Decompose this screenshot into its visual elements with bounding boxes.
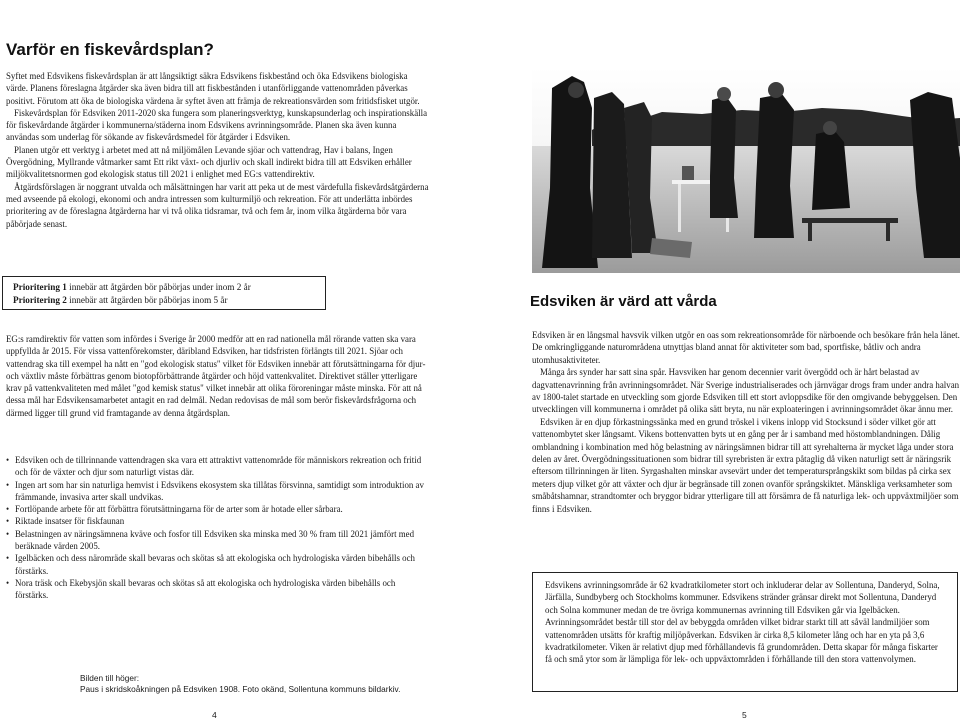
- edsviken-text: [532, 329, 960, 515]
- priority-line: Prioritering 1 innebär att åtgärden bör påbörjas under inom 2 år: [13, 282, 251, 292]
- list-item: • Igelbäcken och dess näromräde skall bevaras och skötas så att ekologiska och hydrologiska värden bibehålls och förstärks.: [6, 552, 430, 577]
- photo-caption: [80, 673, 400, 695]
- priority-box: [2, 276, 326, 310]
- intro-paragraph: Åtgärdsförslagen är noggrant utvalda och målsättningen har varit att peka ut de mest värdefulla fiskevårdsåtgärderna med avseende på ekologi, ekonomi och andra intressen som kulturmiljö och rekreation. För att underlätta inbördes prioritering av de föreslagna åtgärderna har vi två olika tidsramar, två och fem år, inom vilka åtgärderna bör vara påbörjade senast.: [6, 181, 429, 229]
- list-item: • Fortlöpande arbete för att förbättra förutsättningarna för de arter som är hotade eller sårbara.: [6, 503, 430, 515]
- list-item: • Nora träsk och Ekebysjön skall bevaras och skötas så att ekologiska och hydrologiska värden bibehålls och förstärks.: [6, 577, 430, 602]
- page-title-right: Edsviken är värd att vårda: [530, 293, 717, 310]
- historical-photo: [532, 68, 960, 273]
- caption-heading: Bilden till höger:: [80, 673, 140, 683]
- page-number-right: 5: [742, 710, 747, 719]
- page-number-left: 4: [212, 710, 217, 719]
- intro-text: [6, 70, 430, 230]
- paragraph: Edsviken är en långsmal havsvik vilken utgör en oas som rekreationsområde för närboende och besökare från hela länet. De omkringliggande naturområdena utnyttjas bland annat för aktiviteter som bad, sportfiske, båtliv och andra utomhusaktiviteter.: [532, 330, 960, 365]
- list-item: • Belastningen av näringsämnena kväve och fosfor till Edsviken ska minska med 30 % fram till 2021 jämfört med beräknade värden 2005.: [6, 528, 430, 553]
- goals-list: [6, 454, 430, 602]
- intro-paragraph: Planen utgör ett verktyg i arbetet med att nå miljömålen Levande sjöar och vattendrag, Hav i balans, Ingen Övergödning, Myllrande våtmarker samt Ett rikt växt- och djurliv och skall indirekt bidra till att Edsviken erhåller miljökvalitetsnormen god ekologisk status till 2021 i enlighet med EG:s vattendirektiv.: [6, 144, 412, 180]
- page-title-left: Varför en fiskevårdsplan?: [6, 40, 214, 59]
- paragraph: Många års synder har satt sina spår. Havsviken har genom decennier varit övergödd och är hårt belastad av dagvattenavrinning från avrinningsområdet. När Sverige industrialiserades och järnvägar drogs fram under andra halvan av 1800-talet startade en utveckling som gjorde Edsviken till ett stort avloppsdike för den omgivande bebyggelsen. Den utvecklingen vill kommunerna i området på olika sätt bryta, nu när exploateringen i avrinningsområdet ökar ännu mer.: [532, 367, 960, 415]
- intro-paragraph: Fiskevårdsplan för Edsviken 2011-2020 ska fungera som planeringsverktyg, kunskapsunderlag och inspirationskälla för fiskevårdande åtgärder i kommunerna/städerna inom Edsvikens avrinningsområde. Planen ska även kunna användas som underlag för sökande av fiskevårdsmedel för åtgärder i Edsviken.: [6, 107, 428, 143]
- right-page: [480, 0, 960, 719]
- list-item: • Riktade insatser för fiskfaunan: [6, 515, 430, 527]
- priority-line: Prioritering 2 innebär att åtgärden bör påbörjas inom 5 år: [13, 294, 228, 305]
- list-item: • Edsviken och de tillrinnande vattendragen ska vara ett attraktivt vattenområde för människors rekreation och fritid och för de växter och djur som naturligt vistas där.: [6, 454, 430, 479]
- eg-directive-paragraph: EG:s ramdirektiv för vatten som infördes i Sverige år 2000 medför att en rad nationella mål rörande vatten ska vara uppfyllda år 2015. För vissa vattenförekomster, däribland Edsviken, har tidsfristen förlängts till 2021. Sjöar och vattendrag ska till exempel ha nått en "god ekologisk status" vilket för Edsviken innebär att förutsättningarna för djur- och växtliv måste förbättras genom biotopförbättrande åtgärder och höjd vattenkvalitet. Direktivet ställer ytterligare krav på vattenkvaliteten med målet "god kemisk status" vilket innebär att olika föroreningar måste minska. För att nå dessa mål har Edsvikensamarbetet antagit en rad delmål. Nedan redovisas de mål som berör fiskevårdsfrågorna och därmed ligger till grund vid framtagande av denna åtgärdsplan.: [6, 334, 426, 418]
- intro-paragraph: Syftet med Edsvikens fiskevårdsplan är att långsiktigt säkra Edsvikens fiskbestånd och öka Edsvikens biologiska värde. Planens föreslagna åtgärder ska även bidra till att fiskbestånden i utanförliggande vattenområden påverkas positivt. Förutom att öka de biologiska värdena är syftet även att främja de rekreationsvärden som fritidsfisket utgör.: [6, 71, 420, 106]
- list-item: • Ingen art som har sin naturliga hemvist i Edsvikens ekosystem ska tillåtas försvinna, samtidigt som introduktion av främmande, invasiva arter skall undvikas.: [6, 479, 430, 504]
- caption-text: Paus i skridskoåkningen på Edsviken 1908. Foto okänd, Sollentuna kommuns bildarkiv.: [80, 684, 401, 694]
- catchment-info-box: Edsvikens avrinningsområde är 62 kvadratkilometer stort och inkluderar delar av Sollentuna, Danderyd, Solna, Järfälla, Sundbyberg och Stockholms kommuner. Edsvikens stränder gränsar direkt mot Sollentuna, Danderyd och Solna kommuner medan de tre övriga kommunernas avrinning till Edsviken går via Igelbäcken. Avrinningsområdet består till stor del av bebyggda områden vilket bidrar starkt till att såväl landmiljöer som vattenområden utsätts för kraftig miljöpåverkan. Edsviken är cirka 8,5 kilometer lång och har en yta på 3,6 kvadratkilometer. Viken är relativt djup med förhållandevis få grundområden. Detta skapar för många fiskarter få och små ytor som är lämpliga för lek- och uppväxtområden i förhållande till den stora vattenvolymen.: [532, 572, 958, 692]
- paragraph: Edsviken är en djup förkastningssänka med en grund tröskel i vikens inlopp vid Stocksund i söder vilket gör att vattenombytet sker långsamt. Vikens bottenvatten byts ut en gång per år i samband med höstomblandningen. Dålig omblandning i kombination med hög belastning av näringsämnen bidrar till att syrehalterna är mycket låga under stora delen av året. Övergödningssituationen som bidrar till syrebristen är extra påtaglig då viken naturligt sett är näringsrik eftersom tillrinningen är liten. Syrgashalten minskar avsevärt under det temperatursprångskikt som bildas på cirka sex meters djup vilket gör att växter och djur är begränsade till zonen ovanför språngskiktet. Mänskliga verksamheter som småbåtshamnar, strandtomter och bryggor bidrar ytterligare till att försämra de få naturliga lek- och uppväxtmiljöer som finns i Edsviken.: [532, 416, 959, 514]
